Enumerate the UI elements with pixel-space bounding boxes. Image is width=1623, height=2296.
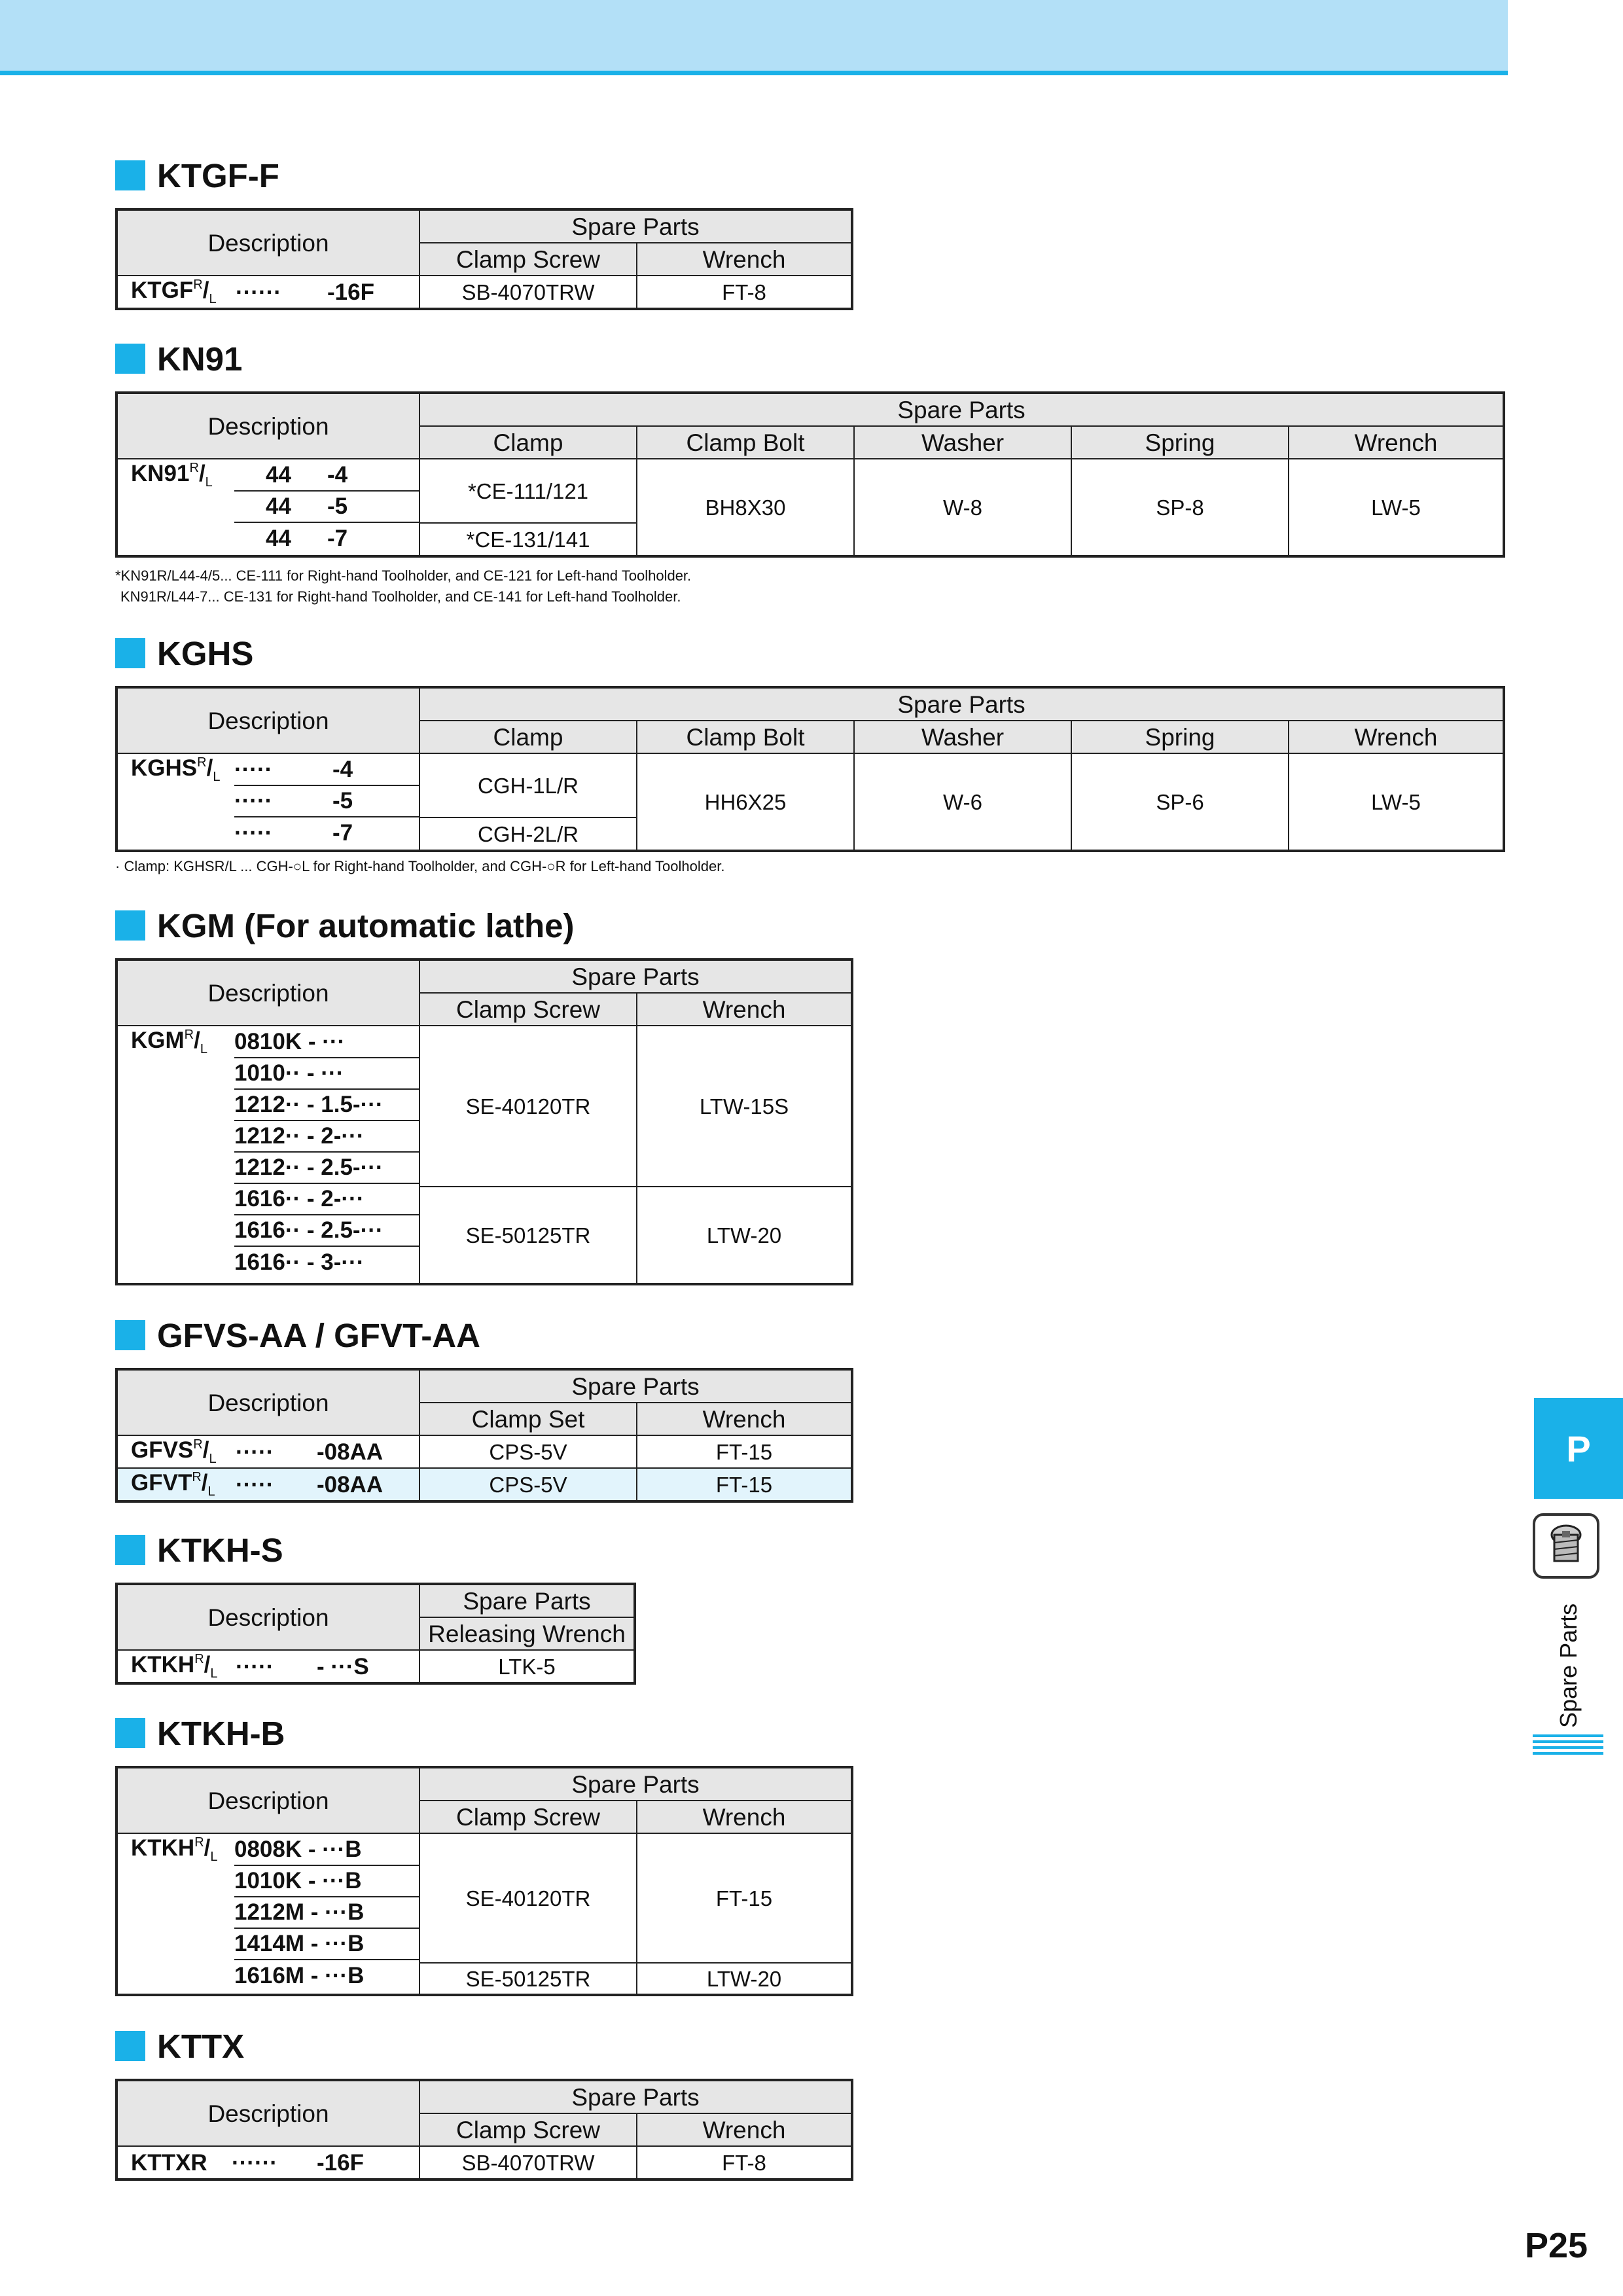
description-cell: $KTGF^R/_L$ ······ -16F <box>116 276 419 309</box>
description-cell: $GFVS^R/_L$ ····· -08AA <box>116 1435 419 1468</box>
section-ktgf-f <box>115 154 853 310</box>
spare-parts-table: Description Spare Parts Clamp Screw Wrench KTTXR ······ -16F SB-4070TRW FT-8 <box>115 2079 853 2181</box>
section-title: KGM (For automatic lathe) <box>157 906 575 944</box>
side-label: Spare Parts <box>1555 1603 1582 1728</box>
spare-parts-table: Description Spare Parts Clamp Screw Wrench $KTKH^R/_L$ 0808K - ···B 1010K - ···B 1212M - ···B 1414M - ···B 1616M - ···B SE-40120TR FT-15 SE-50125TR LTW-20 <box>115 1766 853 1996</box>
clamp-screw-cell: SE-50125TR <box>419 1963 637 1995</box>
description-cell: $KTKH^R/_L$ 0808K - ···B 1010K - ···B 1212M - ···B 1414M - ···B 1616M - ···B <box>116 1833 419 1995</box>
spare-parts-table: Description Spare Parts Releasing Wrench $KTKH^R/_L$ ····· - ···S LTK-5 <box>115 1583 636 1685</box>
washer-cell: W-8 <box>854 459 1071 556</box>
section-title: KGHS <box>157 634 254 672</box>
section-marker-icon <box>115 638 145 668</box>
section-marker-icon <box>115 1535 145 1565</box>
section-kttx <box>115 2025 853 2181</box>
clamp-cell: *CE-131/141 <box>419 523 637 556</box>
section-kn91 <box>115 338 1505 558</box>
section-marker-icon <box>115 910 145 941</box>
wrench-cell: FT-8 <box>637 276 852 309</box>
description-cell: $GFVT^R/_L$ ····· -08AA <box>116 1468 419 1501</box>
description-cell: KTTXR ······ -16F <box>116 2146 419 2179</box>
section-marker-icon <box>115 160 145 190</box>
section-gfvs-gfvt <box>115 1314 853 1503</box>
clamp-cell: CGH-2L/R <box>419 817 637 851</box>
spare-parts-table <box>115 208 853 310</box>
spare-parts-table: Description Spare Parts Clamp Screw Wrench $KGM^R/_L$ 0810K - ··· 1010·· - ··· 1212·· - 1.5-··· 1212·· - 2-··· 1212·· - 2.5-··· 1616·· - 2-··· 1616·· - 2.5-··· 1616·· - 3-··· SE-40120TR LTW-15S SE-50125TR LTW-20 <box>115 958 853 1285</box>
wrench-cell: FT-8 <box>637 2146 852 2179</box>
section-marker-icon <box>115 344 145 374</box>
description-cell: $KGM^R/_L$ 0810K - ··· 1010·· - ··· 1212·· - 1.5-··· 1212·· - 2-··· 1212·· - 2.5-··· 1616·· - 2-··· 1616·· - 2.5-··· 1616·· - 3-··· <box>116 1026 419 1284</box>
col-header: Wrench <box>637 243 852 276</box>
clamp-cell: CGH-1L/R <box>419 753 637 817</box>
section-title: KTTX <box>157 2027 245 2065</box>
wrench-cell: LTW-20 <box>637 1963 852 1995</box>
clamp-bolt-cell: HH6X25 <box>637 753 854 851</box>
description-cell: $KGHS^R/_L$ ····· -4 ····· -5 ····· -7 <box>116 753 419 851</box>
section-ktkh-s <box>115 1529 636 1685</box>
clamp-screw-cell: SB-4070TRW <box>419 276 637 309</box>
col-header: Clamp Screw <box>419 243 637 276</box>
clamp-screw-cell: SB-4070TRW <box>419 2146 637 2179</box>
section-title: KTKH-B <box>157 1714 285 1752</box>
spare-parts-table: Description Spare Parts Clamp Clamp Bolt Washer Spring Wrench $KGHS^R/_L$ ····· -4 ····· -5 ····· -7 CGH-1L/R HH6X25 W-6 SP-6 LW-5 CGH-2L/R <box>115 686 1505 852</box>
section-kghs <box>115 632 1505 852</box>
section-tab[interactable]: P <box>1534 1398 1623 1499</box>
section-ktkh-b <box>115 1712 853 1996</box>
section-title: KTGF-F <box>115 154 853 196</box>
spring-cell: SP-8 <box>1071 459 1289 556</box>
clamp-screw-cell: SE-40120TR <box>419 1026 637 1187</box>
washer-cell: W-6 <box>854 753 1071 851</box>
spare-parts-table: Description Spare Parts Clamp Set Wrench $GFVS^R/_L$ ····· -08AA CPS-5V FT-15 $GFVT^R/_L$ ····· -08AA CPS-5V FT-15 <box>115 1368 853 1503</box>
wrench-cell: FT-15 <box>637 1833 852 1963</box>
wrench-cell: LTW-20 <box>637 1187 852 1284</box>
spare-parts-table: Description Spare Parts Clamp Clamp Bolt Washer Spring Wrench $KN91^R/_L$ 44 -4 44 -5 44 -7 *CE-111/121 BH8X30 W-8 SP-8 LW-5 *CE-131/141 <box>115 391 1505 558</box>
wrench-cell: LW-5 <box>1289 459 1504 556</box>
description-header: Description <box>116 209 419 276</box>
clamp-screw-cell: SE-40120TR <box>419 1833 637 1963</box>
section-title: GFVS-AA / GFVT-AA <box>157 1316 480 1354</box>
wrench-cell: LW-5 <box>1289 753 1504 851</box>
clamp-bolt-cell: BH8X30 <box>637 459 854 556</box>
screw-icon <box>1533 1513 1599 1579</box>
section-marker-icon <box>115 1718 145 1748</box>
section-marker-icon <box>115 2031 145 2061</box>
footnote: · Clamp: KGHSR/L ... CGH-○L for Right-hand Toolholder, and CGH-○R for Left-hand Toolholder. <box>115 858 725 874</box>
section-title: KTKH-S <box>157 1531 283 1569</box>
clamp-screw-cell: SE-50125TR <box>419 1187 637 1284</box>
side-stripes <box>1533 1734 1603 1758</box>
description-cell: $KN91^R/_L$ 44 -4 44 -5 44 -7 <box>116 459 419 556</box>
clamp-cell: *CE-111/121 <box>419 459 637 523</box>
section-title: KN91 <box>157 340 243 378</box>
section-marker-icon <box>115 1320 145 1350</box>
spare-parts-header: Spare Parts <box>419 209 852 243</box>
spring-cell: SP-6 <box>1071 753 1289 851</box>
description-cell: $KTKH^R/_L$ ····· - ···S <box>116 1650 419 1683</box>
footnote: *KN91R/L44-4/5... CE-111 for Right-hand Toolholder, and CE-121 for Left-hand Toolholder. KN91R/L44-7... CE-131 for Right-hand Toolholder, and CE-141 for Left-hand Toolholder. <box>115 567 692 605</box>
header-band <box>0 0 1508 75</box>
wrench-cell: LTW-15S <box>637 1026 852 1187</box>
section-kgm <box>115 905 853 1285</box>
page-number: P25 <box>1525 2226 1588 2265</box>
releasing-wrench-cell: LTK-5 <box>419 1650 635 1683</box>
